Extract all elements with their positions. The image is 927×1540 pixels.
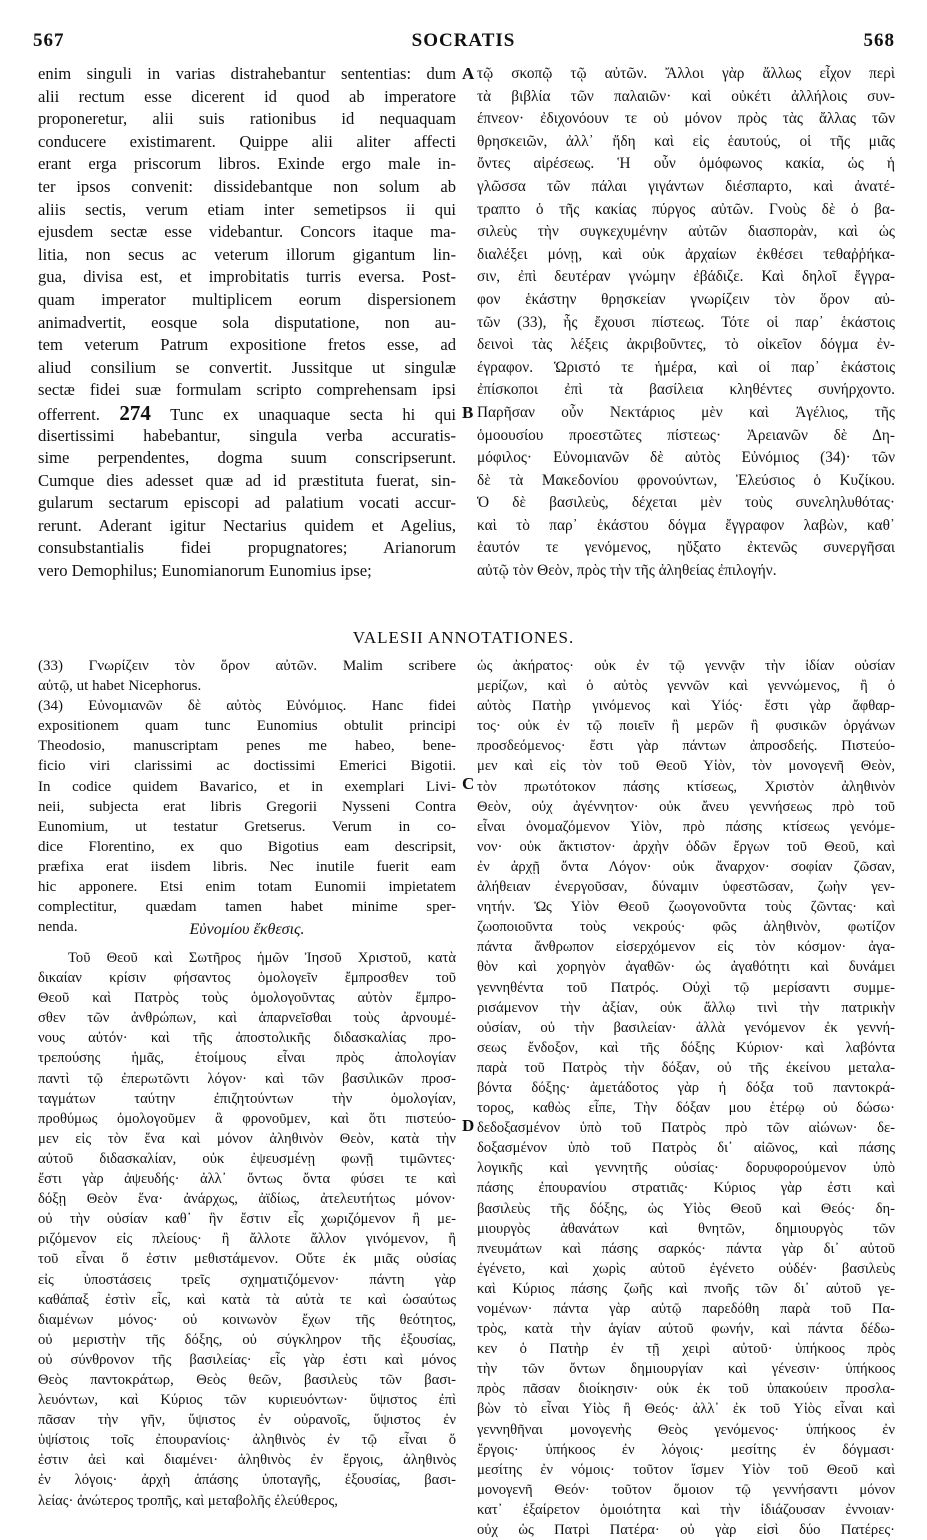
text-line: τὸν πρωτότοκον πάσης κτίσεως, Χριστὸν ἀληθινὸν <box>477 778 895 795</box>
text-fragment: offerrent. <box>38 404 100 424</box>
text-line: ficio viri clarissimi ac doctissimi Emerici Bigotii. <box>38 758 456 775</box>
text-line: litia, non secus ac veterum illorum gigantum lin- <box>38 244 456 264</box>
text-line: ἐπίσκοποι ἐπὶ τὰ βασίλεια κληθέντες συνήρχοντο. <box>477 381 895 399</box>
text-line: ἔστι γὰρ ἀψευδής· ἀλλ᾽ ὄντως ὄντα φύσει τε καὶ <box>38 1171 456 1188</box>
notes-right-column <box>477 656 895 1540</box>
text-line: προσδεόμενος· ἔστι γὰρ πάντων ἀπροσδεής. Πιστεύο- <box>477 738 895 755</box>
text-fragment: Tunc ex unaquaque secta hi qui <box>170 404 456 424</box>
text-line: οὐσίαν, οὐ τὴν βασιλείαν· ἀλλὰ γενόμενον ἐκ γεννή- <box>477 1019 895 1036</box>
text-line: τὴν τῶν ὄντων δημιουργίαν καὶ γένεσιν· ὑπήκοος <box>477 1361 895 1378</box>
text-line: ter ipsos convenit: dissidebantque non solum ab <box>38 176 456 196</box>
text-line: οὐ τὴν οὐσίαν καθ᾽ ἣν ἔστιν εἷς χωριζόμενον ἢ με- <box>38 1211 456 1228</box>
text-line: γλῶσσα τῶν πάλαι γιγάντων διέσπαρτο, καὶ ἀνατέ- <box>477 177 895 195</box>
text-line: μονογενῆ Θεόν· τοῦτον ὅμοιον τῷ γεννήσαντι μόνον <box>477 1481 895 1498</box>
text-line: Τοῦ Θεοῦ καὶ Σωτῆρος ἡμῶν Ἰησοῦ Χριστοῦ, κατὰ <box>68 950 456 966</box>
text-line: εἶναι ὀνομαζόμενον Υἱὸν, πρὸ πάσης κτίσεως γενόμε- <box>477 818 895 835</box>
upper-greek-column <box>477 63 895 583</box>
text-line: neii, subjecta erat libris Gregorii Nysseni Contra <box>38 798 456 815</box>
text-line: πᾶσαν τὴν γῆν, ὕψιστος ἐν οὐρανοῖς, ὕψιστος ἐν <box>38 1412 456 1429</box>
left-page-number: 567 <box>33 30 65 51</box>
text-line: αὐτοῦ διδασκαλίαν, οὐκ ἐψευσμένῃ φωνῇ τιμῶντες· <box>38 1150 456 1167</box>
text-line: vero Demophilus; Eunomianorum Eunomius ipse; <box>38 561 372 581</box>
text-line: πάσης ἐπουρανίου στρατιᾶς· Κύριος γὰρ ἐστι καὶ <box>477 1180 895 1197</box>
annotations-title: VALESII ANNOTATIONES. <box>352 628 575 647</box>
text-line: alii rectum esse dicerent id quod ab imperatore <box>38 86 456 106</box>
text-line: κεν ὁ Πατὴρ ἐν τῇ χειρὶ αὐτοῦ· ὑπήκοος πρὸς <box>477 1341 895 1358</box>
text-line: θὸν καὶ χορηγὸν ἀγαθῶν· ὡς ἀγαθότητι καὶ δυνάμει <box>477 959 895 976</box>
text-line: έγραφον. Ὡριστό τε ἡμέρα, καὶ οἱ παρ᾽ ἑκάστοις <box>477 358 895 376</box>
text-line: dice Florentino, ex quo Bigotius eam descripsit, <box>38 838 456 855</box>
text-line: tem veterum Patrum expositione fretos esse, ad <box>38 335 456 355</box>
marker-b: B <box>462 403 474 422</box>
text-line: In codice quidem Bavarico, et in exemplari Livi- <box>38 778 456 795</box>
text-line: rerunt. Aderant igitur Nectarius quidem et Agelius, <box>38 515 456 535</box>
text-line-with-section-number <box>38 402 456 425</box>
text-line: gularum sectarum episcopi ad palatium vocati accur- <box>38 493 456 513</box>
text-line: κατ᾽ ἐξαίρετον ὁμοιότητα καὶ τὴν ἰδιάζουσαν ἐννοιαν· <box>477 1501 895 1518</box>
text-line: δεινοὶ τὰς λέξεις ἀκριβοῦντες, τὸ οἰκεῖον δόγμα ἐν- <box>477 336 895 354</box>
text-line: Θεὸν, οὐχ ἀγέννητον· οὐκ ἄνευ γεννήσεως πρὸ τοῦ <box>477 798 895 815</box>
text-line: εἰς ὑποστάσεις τρεῖς σχηματιζόμενον· πάντη γὰρ <box>38 1271 456 1288</box>
text-line: consubstantialis fidei propugnatores; Arianorum <box>38 538 456 558</box>
text-line: τραπτο ὁ τῆς κακίας πύργος αὐτῶν. Γνοὺς δὲ ὁ βα- <box>477 200 895 218</box>
text-line: quam imperator multiplicem eorum dispersionem <box>38 289 456 309</box>
right-page-number: 568 <box>863 30 895 51</box>
text-line: νον· οὐκ ἄκτιστον· ἀρχὴν ὁδῶν ἔργων τοῦ Θεοῦ, καὶ <box>477 838 895 855</box>
text-line: οὐχ ὡς Πατρὶ Πατέρα· οὐ γὰρ εἰσὶ δύο Πατέρες· <box>477 1522 895 1539</box>
text-line: γεννηθέντα τοῦ Πατρός. Οὐχὶ τῷ μερίσαντι συμμε- <box>477 979 895 996</box>
text-line: proponeretur, alii suis rationibus id nequaquam <box>38 109 456 129</box>
text-line: θρησκειῶν, ἀλλ᾽ ἤδη καὶ εἰς ἑαυτούς, οἱ τῆς μιᾶς <box>477 132 895 150</box>
text-line: ὄντες αἱρέσεως. Ἡ οὖν ὁμόφωνος κακία, ὡς ἡ <box>477 155 895 173</box>
marker-d: D <box>462 1116 475 1135</box>
text-line: ὡς ἀκήρατος· οὐκ ἐν τῷ γεννᾷν τὴν ἰδίαν οὐσίαν <box>477 658 895 674</box>
text-line: δεδοξασμένον ὑπὸ τοῦ Πατρὸς πρὸ τῶν αἰώνων· δε- <box>477 1120 895 1137</box>
text-line: γεννηθῆναι μονογενὴς Θεὸς γενόμενος· ὑπήκοος ἐν <box>477 1421 895 1438</box>
text-line: διαλέξει μόνῃ, καὶ οὐκ ἀρχαίων ἐκθέσει τεθαῤῥήκα- <box>477 245 895 263</box>
text-line: σεως ἔνδοξον, καὶ τῆς δόξης Κύριον· καὶ λαβόντα <box>477 1039 895 1056</box>
text-line: ἐν ἀρχῇ ὄντα Λόγον· οὐκ ἄναρχον· σοφίαν ζῶσαν, <box>477 858 895 875</box>
text-line: δικαίαν κρίσιν φήσαντος ὁμολογεῖν ἔμπροσθεν τοῦ <box>38 970 456 987</box>
text-line: μεσίτης ἐν νόμοις· τοῦτον ἴσμεν Υἱὸν τοῦ Θεοῦ καὶ <box>477 1461 895 1478</box>
text-line: gua, divisa est, et improbitatis turris eversa. Post- <box>38 267 456 287</box>
text-line: πνευμάτων καὶ πάσης σαρκός· πάντα γὰρ δι᾽ αὐτοῦ <box>477 1240 895 1257</box>
text-line: erant erga priscorum libros. Exinde ergo male in- <box>38 154 456 174</box>
text-line: αὐτῷ τὸν Θεὸν, πρὸς τὴν τῆς ἀληθείας ἐπιλογήν. <box>477 562 777 580</box>
text-line: τορος, καθὼς εἶπε, Τὴν δόξαν μου ἑτέρῳ οὐ δώσω· <box>477 1100 895 1117</box>
text-line: καὶ Κύριος πάσης ζωῆς καὶ πνοῆς τῶν δι᾽ αὐτοῦ γε- <box>477 1280 895 1297</box>
text-line: Theodosio, manuscriptam penes me habeo, bene- <box>38 738 456 755</box>
text-line: παρὰ τοῦ Πατρὸς τὴν δόξαν, οὐ τῆς ἐκείνου μεταλα- <box>477 1059 895 1076</box>
text-line: καθάπαξ ἐστὶν εἷς, καὶ κατὰ τὰ αὐτὰ τε καὶ ὡσαύτως <box>38 1291 456 1308</box>
text-line: αὐτὸς Πατὴρ γινόμενος καὶ Υἱός· ἔστι γὰρ ἄφθαρ- <box>477 698 895 715</box>
text-line: ἔργοις· ὑπήκοος ἐν λόγοις· μεσίτης ἐν δόγμασι· <box>477 1441 895 1458</box>
text-line: Θεὸς παντοκράτωρ, Θεὸς θεῶν, βασιλεὺς τῶν βασι- <box>38 1371 456 1388</box>
text-line: ἐν λόγοις· ἀρχὴ ἁπάσης ὑποταγῆς, ἐξουσίας, βασι- <box>38 1472 456 1489</box>
section-number: 274 <box>119 401 151 425</box>
text-line: μιουργὸς ἀθανάτων καὶ θνητῶν, δημιουργὸς τῶν <box>477 1220 895 1237</box>
text-line: καὶ τὸ παρ᾽ ἑκάστου δόγμα ἔγγραφον λαβὼν, καθ᾽ <box>477 516 895 534</box>
text-line: αὐτῷ, ut habet Nicephorus. <box>38 678 202 695</box>
text-line: τρὸς, κατὰ τὴν ἁγίαν αὐτοῦ φωνήν, καὶ πάντα δέδω- <box>477 1321 895 1338</box>
text-line: Cumque dies adesset quæ ad id præstituta fuerat, sin- <box>38 470 456 490</box>
text-line: μεν εἰς τὸν ἕνα καὶ μόνον ἀληθινὸν Θεὸν, κατὰ τὴν <box>38 1130 456 1147</box>
text-line: (33) Γνωρίζειν τὸν ὅρον αὐτῶν. Malim scribere <box>38 658 456 674</box>
text-line: ejusdem sectæ esse videbantur. Concors itaque ma- <box>38 222 456 242</box>
text-line: ρισάμενον τὴν ἀξίαν, οὐκ ἄλλῳ τινὶ τὴν πατρικὴν <box>477 999 895 1016</box>
text-line: διαμένων μόνος· οὐ κοινωνὸν ἔχων τῆς θεότητος, <box>38 1311 456 1328</box>
text-line: βασιλεὺς τῆς δόξης, ὡς Υἱὸς Θεοῦ καὶ Θεός· δη- <box>477 1200 895 1217</box>
text-line: τρεπούσης ἡμᾶς, ἑτοίμους εἶναι πρὸς ἀπολογίαν <box>38 1050 456 1067</box>
text-line: expositionem quam tunc Eunomius obtulit principi <box>38 718 456 735</box>
text-line: δοξασμένον ὑπὸ τοῦ Πατρὸς δι᾽ αἰῶνος, καὶ πάσης <box>477 1140 895 1157</box>
text-line: ἐστιν ἀεὶ καὶ διαμένει· ἀληθινὸς ἐν ἔργοις, ἀληθινὸς <box>38 1452 456 1469</box>
text-line: enim singuli in varias distrahebantur sententias: dum <box>38 64 456 83</box>
marker-c: C <box>462 774 475 793</box>
text-line: τὰ βιβλία τῶν παλαιῶν· καὶ οὐκέτι ἀλλήλοις συν- <box>477 87 895 105</box>
text-line: ὁμοουσίου προεστῶτες πίστεως· Ἀρειανῶν δὲ Δη- <box>477 426 895 444</box>
text-line: μερίζων, καὶ ὁ αὐτὸς γεννῶν καὶ γεννώμενος, ἢ ὁ <box>477 678 895 695</box>
text-line: Ὁ δὲ βασιλεὺς, δέχεται μὲν τοὺς συνεληλυθότας· <box>477 494 895 512</box>
text-line: βὼν τὸ εἶναι Υἱὸς ἢ Θεός· ἀλλ᾽ ἐκ τοῦ Υἱὸς εἶναι καὶ <box>477 1401 895 1418</box>
text-line: προθύμως ὁμολογοῦμεν ἃ φρονοῦμεν, καὶ ὅτι πιστεύο- <box>38 1110 456 1127</box>
upper-latin-column <box>38 63 456 583</box>
text-line: νους αὐτόν· καὶ τῆς ἀποστολικῆς διδασκαλίας προ- <box>38 1030 456 1047</box>
text-line: βόντα δόξης· ἀμετάδοτος γὰρ ἡ δόξα τοῦ παντοκρά- <box>477 1079 895 1096</box>
text-line: sime perpendentes, dogma suum conscripserunt. <box>38 448 456 468</box>
text-line: ριζόμενον εἰς πλείους· ἢ ἄλλοτε ἄλλον γινόμενον, ἢ <box>38 1231 456 1248</box>
text-line: παντὶ τῷ ἐπερωτῶντι λόγον· καὶ τῶν βασιλικῶν προσ- <box>38 1070 456 1087</box>
text-line: animadvertit, eosque sola disputatione, non au- <box>38 312 456 332</box>
text-line: ἐγένετο, καὶ χωρὶς αὐτοῦ ἐγένετο οὐδέν· βασιλεὺς <box>477 1260 895 1277</box>
text-line: πάντα ἄνθρωπον εἰσερχόμενον εἰς τὸν κόσμον· ἀγα- <box>477 939 895 956</box>
text-line: ὑψίστοις τοῖς ἐπουρανίοις· ἀληθινὸς ἐν τῷ εἶναι ὅ <box>38 1432 456 1449</box>
text-line: conducere existimarent. Quippe alii aliter affecti <box>38 131 456 151</box>
text-line: μόφιλος· Εὐνομιανῶν δὲ αὐτὸς Εὐνόμιος (34)· τῶν <box>477 449 895 467</box>
text-line: λείας· ἀνώτερος τροπῆς, καὶ μεταβολῆς ἐλεύθερος, <box>38 1492 338 1509</box>
text-line: aliud consilium se convertit. Jussitque ut singulæ <box>38 357 456 377</box>
text-line: ἀλήθειαν ἐνεργοῦσαν, δύναμιν ὑφεστῶσαν, ζωὴν γεν- <box>477 879 895 896</box>
text-line: τῷ σκοπῷ τῷ αὐτῶν. Ἄλλοι γὰρ ἄλλως εἶχον περὶ <box>477 65 895 82</box>
text-line: φον ἑκάστην θρησκείαν γνωρίζειν τὸν ὅρον αὐ- <box>477 290 895 308</box>
text-line: λογικῆς καὶ γεννητῆς οὐσίας· δορυφορούμενον ὑπὸ <box>477 1160 895 1177</box>
ekthesis-column <box>38 948 456 1511</box>
marker-a: A <box>462 64 475 83</box>
text-line: ταγμάτων ταύτην ἐπιζητούντων τὴν ὁμολογίαν, <box>38 1090 456 1107</box>
text-line: hic apponere. Etsi enim totam Eunomii impietatem <box>38 879 456 896</box>
text-line: σιν, ἐπὶ δευτέραν γνώμην ἐβάδιζε. Καὶ δηλοῖ ἔγγρα- <box>477 268 895 286</box>
text-line: μεν καὶ εἰς τὸν τοῦ Θεοῦ Υἱὸν, τὸν μονογενῆ Θεὸν, <box>477 758 895 775</box>
text-line: πρὸς πᾶσαν διοίκησιν· οὐκ ἐκ τοῦ ὑπακούειν προσλα- <box>477 1381 895 1398</box>
text-line: nenda. <box>38 919 78 936</box>
text-line: aliis sectis, verum etiam inter semetipsos ii qui <box>38 199 456 219</box>
text-line: σθεν τῶν ἀνθρώπων, καὶ ἀπαρνεῖσθαι τοὺς ἀρνουμέ- <box>38 1010 456 1027</box>
text-line: ἑαυτόν τε γενόμενος, ηὔξατο ἐκτενῶς συνεργῆσαι <box>477 539 895 557</box>
text-line: sectæ fidei suæ formulam scripto comprehensam ipsi <box>38 380 456 400</box>
text-line: σιλεὺς τὴν συγκεχυμένην αὐτῶν διασπορὰν, καὶ ὡς <box>477 223 895 241</box>
text-line: νομένων· πάντα γὰρ αὐτῷ παρεδόθη παρὰ τοῦ Πα- <box>477 1301 895 1317</box>
ekthesis-title: Εὐνομίου ἔκθεσις. <box>189 921 305 938</box>
text-line: (34) Εὐνομιανῶν δὲ αὐτὸς Εὐνόμιος. Hanc fidei <box>38 698 456 715</box>
notes-left-column <box>38 656 456 937</box>
text-line: complectitur, quædam tamen habet minime sper- <box>38 899 456 916</box>
text-line: λευόντων, καὶ Κύριος τῶν κυριευόντων· ὕψιστος ἐπὶ <box>38 1392 456 1409</box>
text-line: disertissimi habebantur, singula verba accuratis- <box>38 425 456 445</box>
text-line: δὲ τὰ Μακεδονίου φρονούντων, Ἐλεύσιος ὁ Κυζίκου. <box>477 471 895 489</box>
text-line: δόξῃ Θεὸν ἕνα· ἀνάρχως, ἀϊδίως, ἀτελευτήτως μόνον· <box>38 1191 456 1208</box>
text-line: ζωοποιοῦντα τοὺς νεκρούς· φῶς ἀληθινὸν, φωτίζον <box>477 919 895 936</box>
text-line: Παρῆσαν οὖν Νεκτάριος μὲν καὶ Ἀγέλιος, τῆς <box>477 403 895 421</box>
text-line: τος· οὐκ ἐν τῷ ποιεῖν ἢ μερῶν ἢ φυσικῶν ὀργάνων <box>477 718 895 735</box>
text-line: νητήν. Ὡς Υἱὸν Θεοῦ ζωογονοῦντα τοὺς ζῶντας· καὶ <box>477 899 895 916</box>
text-line: τῶν (33), ἧς ἔχουσι πίστεως. Τότε οἱ παρ᾽ ἑκάστοις <box>477 313 895 331</box>
text-line: έπνεον· ἐδιχονόουν τε οὐ μόνον πρὸς τὰς ἄλλας τῶν <box>477 110 895 128</box>
text-line: præfixa erat iisdem libris. Nec inutile fuerit eam <box>38 858 456 875</box>
text-line: Eunomium, ut testatur Gretserus. Verum in co- <box>38 818 456 835</box>
text-line: Θεοῦ καὶ Πατρὸς τοὺς ὁμολογοῦντας αὐτὸν ἔμπρο- <box>38 990 456 1007</box>
text-line: τοῦ εἶναι ὅ ἐστιν μεθιστάμενον. Οὔτε ἐκ μιᾶς οὐσίας <box>38 1251 456 1268</box>
text-line: οὐ σύνθρονον τῆς βασιλείας· εἷς γὰρ ἐστι καὶ μόνος <box>38 1351 456 1368</box>
running-title: SOCRATIS <box>411 30 516 51</box>
text-line: οὐ μεριστὴν τῆς δόξης, οὐ σύγκληρον τῆς ἐξουσίας, <box>38 1331 456 1348</box>
